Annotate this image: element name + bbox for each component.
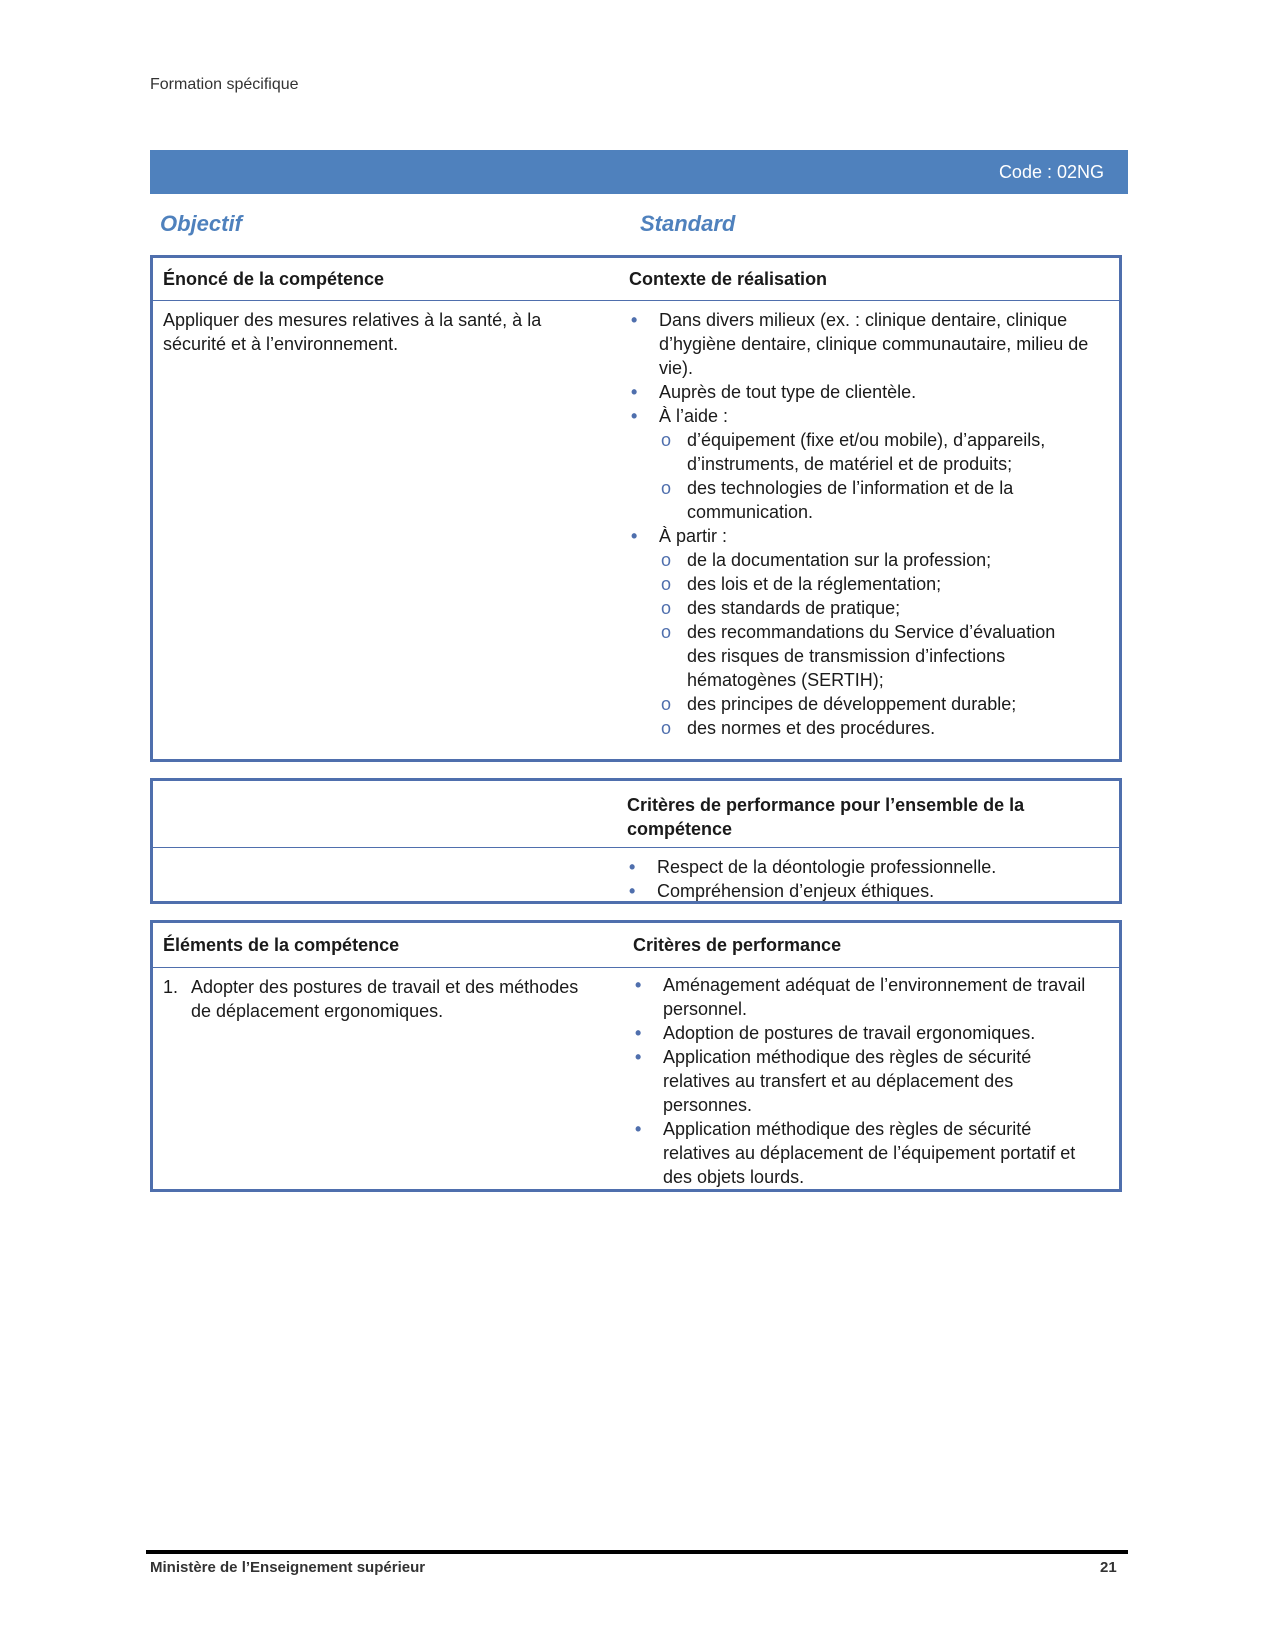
context-list <box>629 308 1089 740</box>
elements-heading: Éléments de la compétence <box>163 935 400 955</box>
context-subitem: o des technologies de l’information et de la communication. <box>659 476 1089 524</box>
footer-rule <box>146 1550 1128 1554</box>
context-subitem: o des standards de pratique; <box>659 596 1089 620</box>
context-heading: Contexte de réalisation <box>629 269 828 289</box>
overall-criteria-list <box>627 855 1087 903</box>
statement-heading: Énoncé de la compétence <box>163 269 385 289</box>
context-subitem: o des lois et de la réglementation; <box>659 572 1089 596</box>
competence-statement: Appliquer des mesures relatives à la santé, à la sécurité et à l’environnement. <box>163 310 542 354</box>
context-subitem: o des normes et des procédures. <box>659 716 1089 740</box>
criteria-item: • Aménagement adéquat de l’environnement de travail personnel. <box>633 973 1093 1021</box>
overall-criteria-header <box>153 781 1119 848</box>
criteria-item: • Application méthodique des règles de sécurité relatives au déplacement de l’équipement portatif et des objets lourds. <box>633 1117 1093 1189</box>
overall-criteria-box <box>150 778 1122 904</box>
element-item <box>163 975 603 1023</box>
context-subitem: o des recommandations du Service d’évaluation des risques de transmission d’infections hématogènes (SERTIH); <box>659 620 1089 692</box>
criteria-heading: Critères de performance <box>633 935 842 955</box>
context-item <box>629 380 1089 404</box>
criteria-list-container <box>633 973 1093 1189</box>
context-sublist <box>659 428 1089 524</box>
context-item <box>629 524 1089 740</box>
running-header: Formation spécifique <box>150 76 299 93</box>
context-item <box>629 404 1089 524</box>
context-sublist <box>659 548 1089 740</box>
context-subitem: o d’équipement (fixe et/ou mobile), d’appareils, d’instruments, de matériel et de produits; <box>659 428 1089 476</box>
element-text: Adopter des postures de travail et des méthodes de déplacement ergonomiques. <box>191 977 579 1021</box>
competency-code: Code : 02NG <box>998 162 1104 182</box>
context-subitem: o des principes de développement durable; <box>659 692 1089 716</box>
elements-box-header <box>153 923 1119 968</box>
context-list-container <box>629 308 1089 740</box>
elements-box <box>150 920 1122 1192</box>
criteria-item: • Application méthodique des règles de sécurité relatives au transfert et au déplacement des personnes. <box>633 1045 1093 1117</box>
competence-box-header <box>153 258 1119 301</box>
overall-criteria-heading: Critères de performance pour l’ensemble de la compétence <box>627 795 1025 839</box>
standard-heading: Standard <box>640 211 736 236</box>
footer-ministry: Ministère de l’Enseignement supérieur <box>150 1559 426 1576</box>
page-number: 21 <box>1100 1559 1117 1576</box>
competence-box <box>150 255 1122 762</box>
criteria-item: • Adoption de postures de travail ergonomiques. <box>633 1021 1093 1045</box>
context-subitem: o de la documentation sur la profession; <box>659 548 1089 572</box>
objective-heading: Objectif <box>160 211 242 236</box>
column-headings <box>160 211 1100 239</box>
context-item-text: À partir : <box>659 526 728 546</box>
overall-criteria-item: • Compréhension d’enjeux éthiques. <box>627 879 1087 903</box>
context-item-text: À l’aide : <box>659 406 729 426</box>
criteria-list <box>633 973 1093 1189</box>
context-item-text: Dans divers milieux (ex. : clinique dentaire, clinique d’hygiène dentaire, clinique communautaire, milieu de vie). <box>659 310 1089 378</box>
element-number: 1. <box>163 977 179 997</box>
overall-criteria-item: • Respect de la déontologie professionnelle. <box>627 855 1087 879</box>
overall-criteria-list-container <box>627 855 1087 903</box>
context-item <box>629 308 1089 380</box>
code-banner <box>150 150 1128 194</box>
context-item-text: Auprès de tout type de clientèle. <box>659 382 917 402</box>
